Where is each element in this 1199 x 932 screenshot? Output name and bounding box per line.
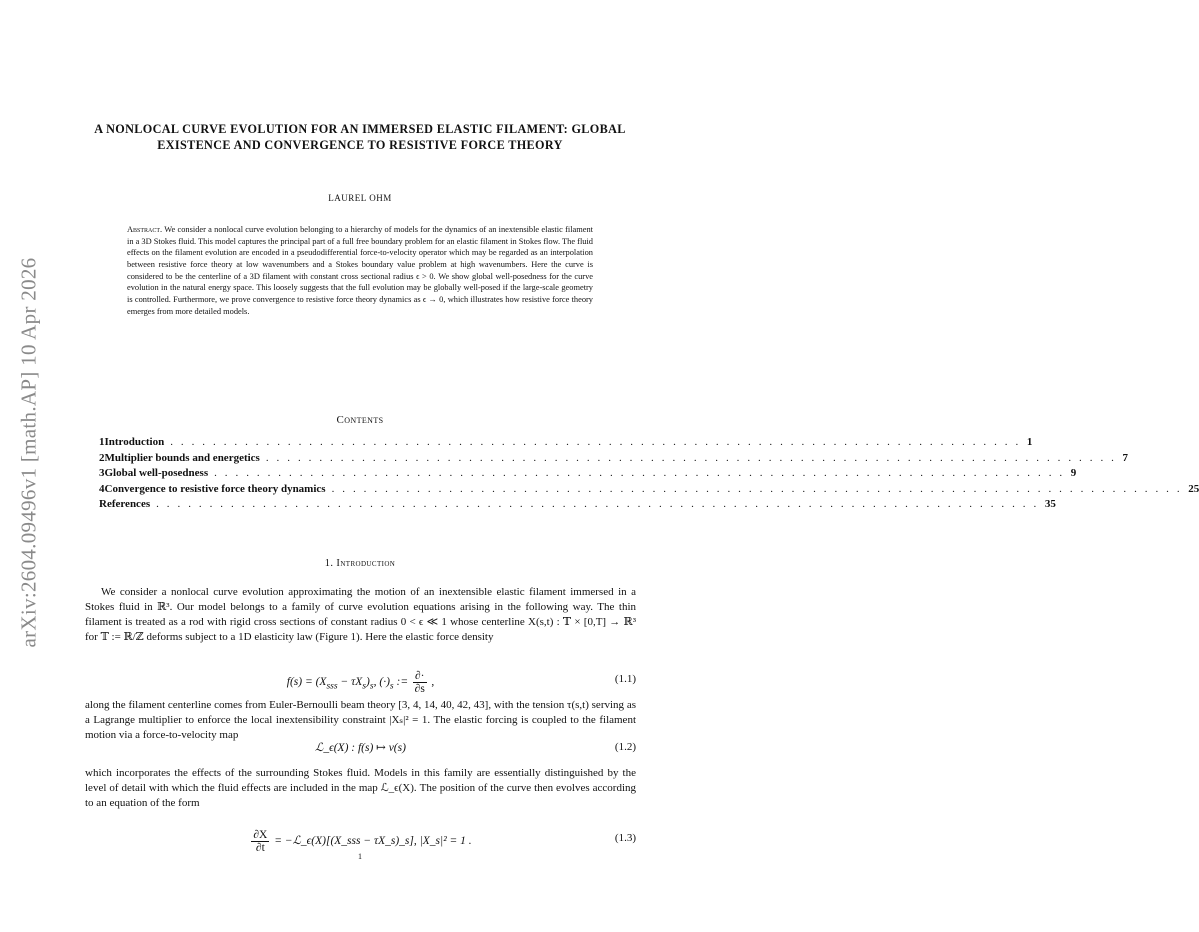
toc-entry-multiplier-bounds[interactable] [99,451,1128,468]
eq1-frac-denominator: ∂s [414,683,425,695]
table-of-contents [99,436,1199,514]
toc-entry-title[interactable]: Global well-posedness [104,467,209,479]
arxiv-identifier-stamp [14,245,44,660]
eq1-mid: − τX [337,676,363,689]
toc-entry-convergence[interactable] [99,482,1199,499]
toc-entry-global-well-posedness[interactable] [99,467,1077,483]
eq1-tail: ) [366,676,370,689]
eq1-operator: , (·) [373,676,390,689]
paper-title: A NONLOCAL CURVE EVOLUTION FOR AN IMMERSED ELASTIC FILAMENT: GLOBAL EXISTENCE AND CONVERGENCE TO RESISTIVE FORCE THEORY [94,122,626,152]
eq1-end: , [431,676,435,689]
eq3-derivative-fraction [251,829,269,854]
section-heading: 1. Introduction [324,558,396,569]
equation-1-1 [85,666,636,694]
toc-entry-introduction[interactable] [99,436,1033,452]
eq1-derivative-fraction [413,670,427,695]
equation-1-2-body [85,740,636,754]
abstract-label: Abstract. [127,225,163,234]
equation-number: (1.3) [614,832,636,844]
eq1-sub-s-outer: s [369,680,374,692]
toc-leader-dots: . . . . . . . . . . . . . . . . . . . . . . . . . . . . . . . . . . . . . . . . . . . . . . . . . . . . . . . . . . . . . . . . . . . . . . . . . . . . . . . . [170,436,1021,448]
introduction-paragraph-1: We consider a nonlocal curve evolution approximating the motion of an inextensible elastic filament immersed in a Stokes fluid in ℝ³. Our model belongs to a family of curve evolution equations arising in the following way. The thin filament is treated as a rod with rigid cross sections of constant radius 0 < ϵ ≪ 1 whose centerline X(s,t) : 𝕋 × [0,T] → ℝ³ for 𝕋 := ℝ/ℤ deforms subject to a 1D elasticity law (Figure 1). Here the elastic force density [85,586,636,644]
contents-heading: Contents [336,414,384,426]
toc-entry-references[interactable] [99,498,1056,514]
eq3-rhs: = −ℒ_ϵ(X)[(X_sss − τX_s)_s], |X_s|² = 1 . [271,835,472,848]
toc-entry-page[interactable]: 1 [1026,436,1033,448]
equation-number: (1.1) [614,673,636,685]
eq1-sub-sss: sss [326,680,338,692]
eq3-frac-denominator: ∂t [255,842,265,854]
page-number: 1 [358,852,362,861]
abstract-text: We consider a nonlocal curve evolution belonging to a hierarchy of models for the dynamics of an inextensible elastic filament in a 3D Stokes fluid. This model captures the principal part of a full free boundary problem for an elastic filament in Stokes flow. The fluid effects on the filament evolution are encoded in a pseudodifferential force-to-velocity operator which may be regarded as an interpolation between resistive force theory at low wavenumbers and a Stokes boundary value problem at high wavenumbers. Here the curve is considered to be the centerline of a 3D filament with constant cross sectional radius ϵ > 0. We show global well-posedness for the curve evolution in the natural energy space. This loosely suggests that the full evolution may be globally well-posed if the large-scale geometry is controlled. Furthermore, we prove convergence to resistive force theory dynamics as ϵ → 0, which illustrates how resistive force theory emerges from more detailed models. [127,225,593,316]
equation-1-3-body [85,829,636,854]
toc-entry-title[interactable]: Convergence to resistive force theory dynamics [104,482,326,495]
equation-1-1-body [85,670,636,695]
toc-entry-number: 3 [99,467,105,479]
eq3-frac-numerator: ∂X [253,829,268,841]
toc-entry-title[interactable]: Multiplier bounds and energetics [104,451,260,464]
eq2-text: ℒ_ϵ(X) : f(s) ↦ v(s) [315,742,406,754]
toc-leader-dots: . . . . . . . . . . . . . . . . . . . . . . . . . . . . . . . . . . . . . . . . . . . . . . . . . . . . . . . . . . . . . . . . . . . . . . . . . . . . . . . . [331,482,1183,495]
toc-entry-title[interactable]: References [99,498,151,510]
equation-1-3 [85,822,636,856]
arxiv-identifier-text: arXiv:2604.09496v1 [math.AP] 10 Apr 2026 [16,257,41,648]
introduction-paragraph-2: along the filament centerline comes from Euler-Bernoulli beam theory [3, 4, 14, 40, 42, 43], with the tension τ(s,t) serving as a Lagrange multiplier to enforce the local inextensibility constraint |Xₛ|² = 1. The elastic forcing is coupled to the filament motion via a force-to-velocity map [85,699,636,742]
toc-entry-page[interactable]: 7 [1122,451,1128,464]
abstract [127,224,593,317]
equation-1-2 [85,740,636,760]
eq1-lhs: f(s) = (X [286,676,327,689]
eq1-sub-s: s [362,680,367,692]
toc-leader-dots: . . . . . . . . . . . . . . . . . . . . . . . . . . . . . . . . . . . . . . . . . . . . . . . . . . . . . . . . . . . . . . . . . . . . . . . . . . . . . . . . . . . [156,498,1039,510]
equation-number: (1.2) [614,741,636,753]
toc-leader-dots: . . . . . . . . . . . . . . . . . . . . . . . . . . . . . . . . . . . . . . . . . . . . . . . . . . . . . . . . . . . . . . . . . . . . . . . . . . . . . . . . [214,467,1065,479]
toc-entry-page[interactable]: 35 [1044,498,1056,510]
toc-leader-dots: . . . . . . . . . . . . . . . . . . . . . . . . . . . . . . . . . . . . . . . . . . . . . . . . . . . . . . . . . . . . . . . . . . . . . . . . . . . . . . . . [265,451,1117,464]
introduction-paragraph-3: which incorporates the effects of the surrounding Stokes fluid. Models in this family are essentially distinguished by the level of detail with which the fluid effects are included in the map ℒ_ϵ(X). The position of the curve then evolves according to an equation of the form [85,767,636,810]
toc-entry-number: 4 [99,482,105,495]
toc-entry-number: 2 [99,451,105,464]
toc-entry-page[interactable]: 25 [1188,482,1199,495]
toc-entry-title[interactable]: Introduction [104,436,165,448]
eq1-operator-sub: s [389,680,394,692]
toc-entry-page[interactable]: 9 [1070,467,1077,479]
toc-entry-number: 1 [99,436,105,448]
author-name: LAUREL OHM [328,193,392,203]
eq1-frac-numerator: ∂· [414,670,425,682]
eq1-definition: := [393,676,411,689]
